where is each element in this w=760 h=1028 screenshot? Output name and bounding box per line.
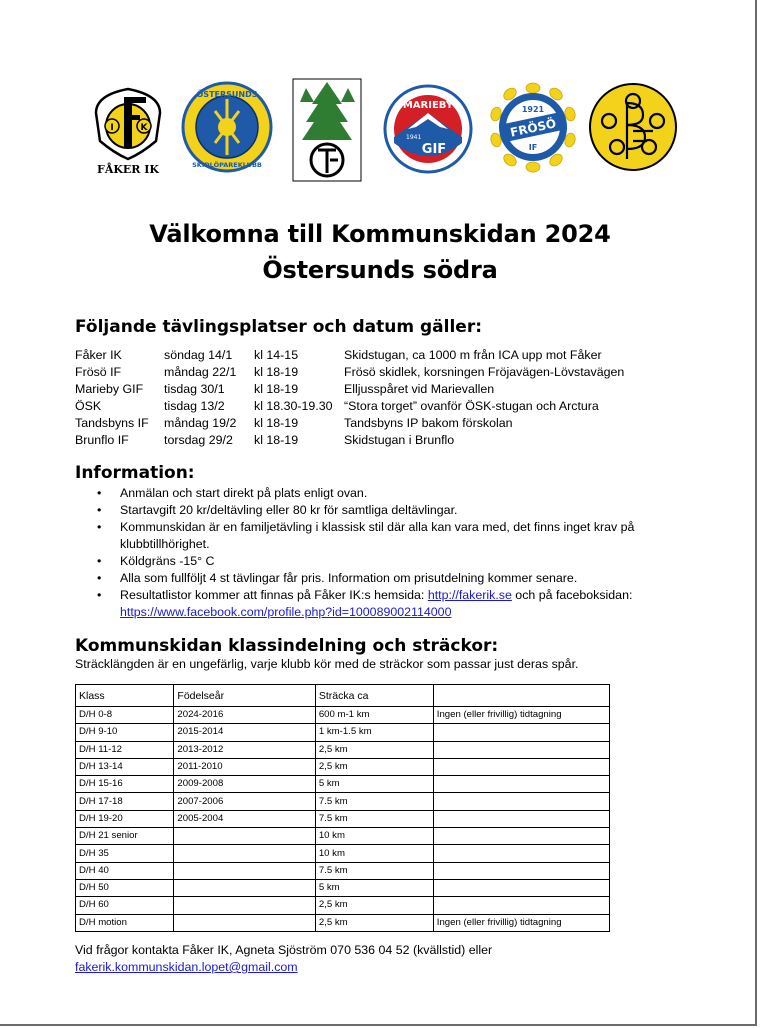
svg-text:MARIEBY: MARIEBY bbox=[402, 100, 454, 111]
birthyear-cell: 2005-2004 bbox=[174, 810, 315, 827]
distance-cell: 1 km-1.5 km bbox=[315, 724, 433, 741]
contact-text: Vid frågor kontakta Fåker IK, Agneta Sjöström 070 536 04 52 (kvällstid) eller bbox=[75, 943, 493, 957]
svg-text:ÖSTERSUNDS: ÖSTERSUNDS bbox=[196, 90, 258, 99]
info-item bbox=[75, 519, 655, 553]
column-header bbox=[433, 685, 609, 707]
table-row bbox=[76, 793, 610, 810]
distance-cell: 2,5 km bbox=[315, 897, 433, 914]
distance-cell: 2,5 km bbox=[315, 758, 433, 775]
info-text: Kommunskidan är en familjetävling i klassisk stil där alla kan vara med, det finns inget krav på klubbtillhörighet. bbox=[120, 520, 635, 551]
classes-note: Sträcklängden är en ungefärlig, varje klubb kör med de sträckor som passar just deras spår. bbox=[75, 657, 579, 671]
birthyear-cell bbox=[174, 845, 315, 862]
info-text: Startavgift 20 kr/deltävling eller 80 kr för samtliga deltävlingar. bbox=[120, 503, 458, 517]
column-header: Födelseår bbox=[174, 685, 315, 707]
birthyear-cell: 2013-2012 bbox=[174, 741, 315, 758]
note-cell bbox=[433, 862, 609, 879]
note-cell: Ingen (eller frivillig) tidtagning bbox=[433, 914, 609, 931]
classes-heading: Kommunskidan klassindelning och sträckor: bbox=[75, 636, 499, 656]
info-text: och på faceboksidan: bbox=[511, 588, 633, 602]
venue-time: kl 18-19 bbox=[254, 416, 299, 430]
bullet: • bbox=[97, 486, 102, 500]
info-item bbox=[75, 502, 655, 519]
distance-cell: 2,5 km bbox=[315, 914, 433, 931]
birthyear-cell bbox=[174, 914, 315, 931]
table-row bbox=[76, 845, 610, 862]
svg-text:1941: 1941 bbox=[406, 134, 422, 141]
note-cell bbox=[433, 758, 609, 775]
table-row bbox=[76, 879, 610, 896]
venue-club: Frösö IF bbox=[75, 365, 122, 379]
class-cell: D/H 21 senior bbox=[76, 828, 174, 845]
venue-date: söndag 14/1 bbox=[164, 348, 233, 362]
info-text: Resultatlistor kommer att finnas på Fåker IK:s hemsida: bbox=[120, 588, 428, 602]
class-cell: D/H 40 bbox=[76, 862, 174, 879]
note-cell bbox=[433, 776, 609, 793]
birthyear-cell: 2011-2010 bbox=[174, 758, 315, 775]
birthyear-cell: 2024-2016 bbox=[174, 707, 315, 724]
svg-text:SKIDLÖPAREKLUBB: SKIDLÖPAREKLUBB bbox=[192, 161, 262, 169]
class-cell: D/H 19-20 bbox=[76, 810, 174, 827]
bullet: • bbox=[97, 571, 102, 585]
distance-cell: 10 km bbox=[315, 828, 433, 845]
info-heading: Information: bbox=[75, 463, 195, 483]
class-cell: D/H 50 bbox=[76, 879, 174, 896]
table-row bbox=[76, 776, 610, 793]
class-cell: D/H 15-16 bbox=[76, 776, 174, 793]
bullet: • bbox=[97, 588, 102, 602]
bullet: • bbox=[97, 503, 102, 517]
table-row bbox=[76, 828, 610, 845]
info-text: Alla som fullföljt 4 st tävlingar får pris. Information om prisutdelning kommer senare. bbox=[120, 571, 578, 585]
distance-cell: 7.5 km bbox=[315, 862, 433, 879]
info-text: Anmälan och start direkt på plats enligt ovan. bbox=[120, 486, 368, 500]
info-item bbox=[75, 485, 655, 502]
page-title: Välkomna till Kommunskidan 2024 bbox=[149, 220, 611, 248]
class-cell: D/H 35 bbox=[76, 845, 174, 862]
tandsbyns-if-logo bbox=[292, 78, 362, 182]
class-cell: D/H motion bbox=[76, 914, 174, 931]
birthyear-cell: 2007-2006 bbox=[174, 793, 315, 810]
venue-date: torsdag 29/2 bbox=[164, 433, 233, 447]
venue-place: Tandsbyns IP bakom förskolan bbox=[344, 416, 513, 430]
ostersunds-skidloparklubb-logo bbox=[179, 81, 275, 173]
distance-cell: 10 km bbox=[315, 845, 433, 862]
table-row bbox=[76, 707, 610, 724]
venue-time: kl 18.30-19.30 bbox=[254, 399, 333, 413]
birthyear-cell: 2015-2014 bbox=[174, 724, 315, 741]
venue-club: Brunflo IF bbox=[75, 433, 129, 447]
brunflo-if-logo bbox=[587, 81, 679, 173]
svg-text:K: K bbox=[140, 123, 148, 133]
note-cell bbox=[433, 879, 609, 896]
venue-time: kl 18-19 bbox=[254, 365, 299, 379]
note-cell bbox=[433, 828, 609, 845]
distance-cell: 7.5 km bbox=[315, 793, 433, 810]
venues-heading: Följande tävlingsplatser och datum gäller: bbox=[75, 317, 483, 337]
table-row bbox=[76, 862, 610, 879]
info-list bbox=[75, 485, 655, 621]
table-row bbox=[76, 914, 610, 931]
note-cell bbox=[433, 810, 609, 827]
info-item bbox=[75, 570, 655, 587]
svg-text:GIF: GIF bbox=[421, 142, 447, 157]
class-cell: D/H 13-14 bbox=[76, 758, 174, 775]
note-cell bbox=[433, 724, 609, 741]
class-cell: D/H 17-18 bbox=[76, 793, 174, 810]
table-row bbox=[76, 758, 610, 775]
venue-club: Fåker IK bbox=[75, 348, 122, 362]
faker-ik-logo bbox=[82, 83, 174, 178]
venue-club: Tandsbyns IF bbox=[75, 416, 149, 430]
distance-cell: 2,5 km bbox=[315, 741, 433, 758]
birthyear-cell: 2009-2008 bbox=[174, 776, 315, 793]
contact-email-link[interactable]: fakerik.kommunskidan.lopet@gmail.com bbox=[75, 960, 298, 974]
class-cell: D/H 0-8 bbox=[76, 707, 174, 724]
venue-club: ÖSK bbox=[75, 399, 102, 413]
faker-website-link[interactable]: http://fakerik.se bbox=[427, 588, 512, 602]
column-header: Sträcka ca bbox=[315, 685, 433, 707]
table-row bbox=[76, 810, 610, 827]
venue-place: “Stora torget” ovanför ÖSK-stugan och Arctura bbox=[344, 399, 599, 413]
venue-club: Marieby GIF bbox=[75, 382, 144, 396]
note-cell bbox=[433, 741, 609, 758]
venue-time: kl 18-19 bbox=[254, 433, 299, 447]
table-header-row bbox=[76, 685, 610, 707]
note-cell bbox=[433, 897, 609, 914]
svg-text:IF: IF bbox=[528, 143, 538, 152]
venue-time: kl 14-15 bbox=[254, 348, 299, 362]
distance-cell: 7.5 km bbox=[315, 810, 433, 827]
venue-date: måndag 22/1 bbox=[164, 365, 237, 379]
venue-place: Skidstugan i Brunflo bbox=[344, 433, 455, 447]
class-cell: D/H 60 bbox=[76, 897, 174, 914]
table-row bbox=[76, 741, 610, 758]
class-cell: D/H 11-12 bbox=[76, 741, 174, 758]
svg-text:1921: 1921 bbox=[521, 105, 545, 114]
info-item bbox=[75, 553, 655, 570]
info-item bbox=[75, 587, 655, 621]
distance-cell: 5 km bbox=[315, 776, 433, 793]
svg-text:FÅKER IK: FÅKER IK bbox=[97, 163, 159, 176]
note-cell: Ingen (eller frivillig) tidtagning bbox=[433, 707, 609, 724]
venue-date: tisdag 13/2 bbox=[164, 399, 225, 413]
birthyear-cell bbox=[174, 897, 315, 914]
birthyear-cell bbox=[174, 862, 315, 879]
table-row bbox=[76, 897, 610, 914]
marieby-gif-logo bbox=[382, 83, 474, 175]
facebook-link[interactable]: https://www.facebook.com/profile.php?id=100089002114000 bbox=[120, 605, 452, 619]
froso-if-logo bbox=[486, 80, 580, 174]
venue-date: tisdag 30/1 bbox=[164, 382, 225, 396]
birthyear-cell bbox=[174, 828, 315, 845]
svg-text:FRÖSÖ: FRÖSÖ bbox=[509, 116, 558, 140]
bullet: • bbox=[97, 554, 102, 568]
birthyear-cell bbox=[174, 879, 315, 896]
venue-place: Frösö skidlek, korsningen Fröjavägen-Lövstavägen bbox=[344, 365, 625, 379]
class-cell: D/H 9-10 bbox=[76, 724, 174, 741]
venue-time: kl 18-19 bbox=[254, 382, 299, 396]
distance-cell: 5 km bbox=[315, 879, 433, 896]
page-subtitle: Östersunds södra bbox=[262, 256, 498, 284]
venue-place: Elljusspåret vid Marievallen bbox=[344, 382, 495, 396]
info-text: Köldgräns -15° C bbox=[120, 554, 215, 568]
svg-text:I: I bbox=[110, 123, 114, 133]
contact-info bbox=[75, 942, 492, 976]
note-cell bbox=[433, 845, 609, 862]
table-row bbox=[76, 724, 610, 741]
club-logos bbox=[82, 78, 682, 188]
column-header: Klass bbox=[76, 685, 174, 707]
venue-date: måndag 19/2 bbox=[164, 416, 237, 430]
classes-table bbox=[75, 684, 610, 932]
note-cell bbox=[433, 793, 609, 810]
distance-cell: 600 m-1 km bbox=[315, 707, 433, 724]
bullet: • bbox=[97, 520, 102, 534]
venue-place: Skidstugan, ca 1000 m från ICA upp mot Fåker bbox=[344, 348, 602, 362]
